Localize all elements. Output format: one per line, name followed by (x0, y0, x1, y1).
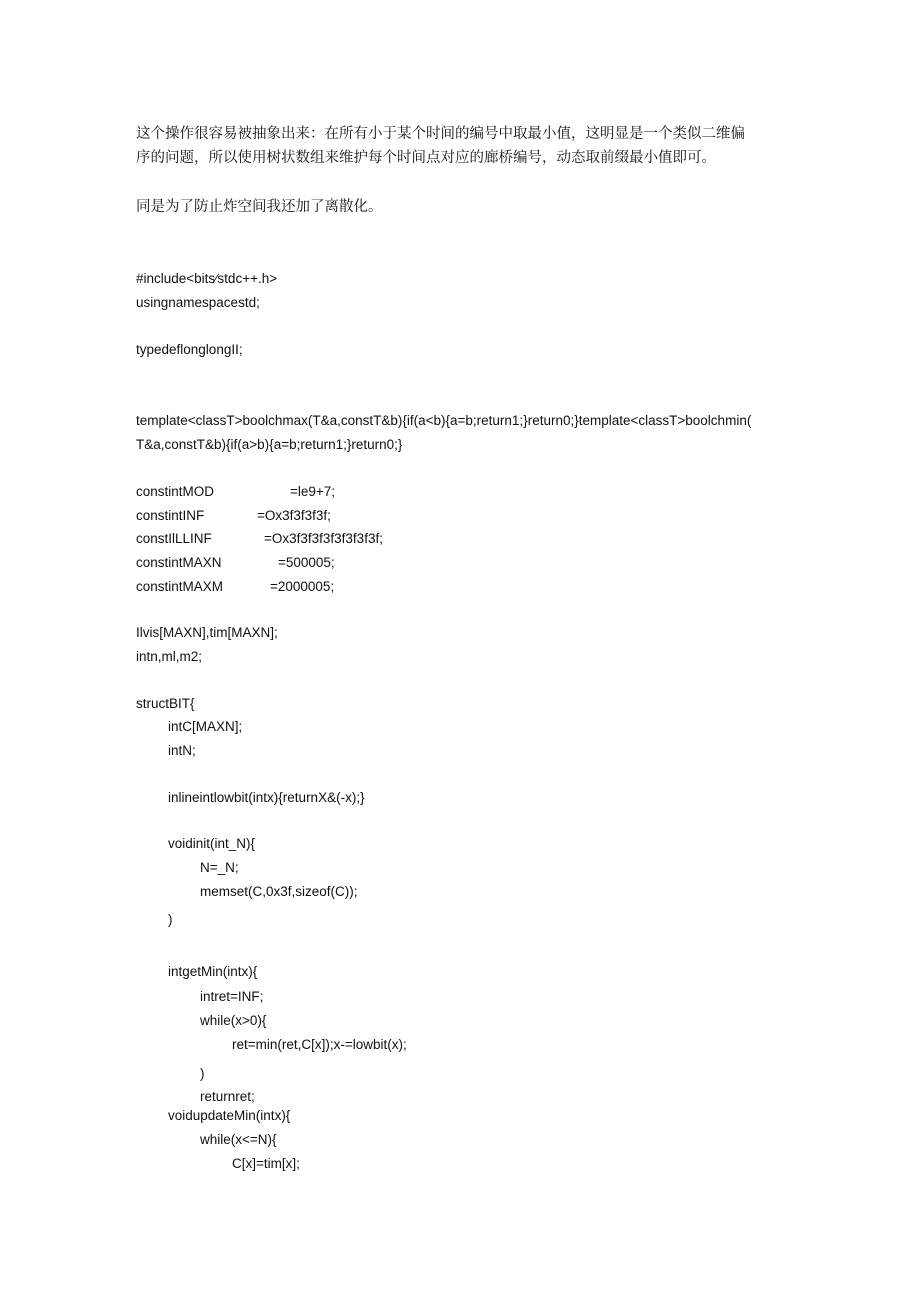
paragraph: 同是为了防止炸空间我还加了离散化。 (136, 199, 383, 215)
code-struct-open: structBIT{ (136, 696, 195, 711)
const-value: =Ox3f3f3f3f; (257, 508, 331, 523)
const-name: constintMAXM (136, 579, 224, 594)
const-value: =2000005; (270, 579, 335, 594)
code-line: returnret; (200, 1089, 255, 1104)
const-value: =500005; (278, 555, 335, 570)
code-close: ) (168, 912, 173, 927)
const-name: constintMOD (136, 484, 215, 499)
const-name: constIlLLINF (136, 531, 212, 546)
paragraph-line: 这个操作很容易被抽象出来：在所有小于某个时间的编号中取最小值，这明显是一个类似二维偏 (136, 126, 745, 142)
code-typedef: typedeflonglongII; (136, 342, 243, 357)
code-vis-decl: Ilvis[MAXN],tim[MAXN]; (136, 625, 278, 640)
code-line: C[x]=tim[x]; (232, 1156, 300, 1171)
const-value: =le9+7; (290, 484, 336, 499)
code-template-line: template<classT>boolchmax(T&a,constT&b){if(a<b){a=b;return1;}return0;}template<classT>boolchmin( (136, 413, 752, 428)
code-using: usingnamespacestd; (136, 295, 260, 310)
code-int-decl: intn,ml,m2; (136, 649, 203, 664)
code-line: while(x<=N){ (200, 1132, 277, 1147)
code-line: while(x>0){ (200, 1013, 267, 1028)
code-close: ) (200, 1066, 205, 1081)
const-value: =Ox3f3f3f3f3f3f3f3f; (264, 531, 383, 546)
const-name: constintINF (136, 508, 205, 523)
paragraph-line: 序的问题，所以使用树状数组来维护每个时间点对应的廊桥编号，动态取前缀最小值即可。 (136, 150, 716, 166)
const-name: constintMAXN (136, 555, 222, 570)
code-member: intN; (168, 743, 196, 758)
code-line: ret=min(ret,C[x]);x-=lowbit(x); (232, 1037, 407, 1052)
code-line: N=_N; (200, 860, 239, 875)
code-template-line: T&a,constT&b){if(a>b){a=b;return1;}return0;} (136, 437, 403, 452)
code-include: #include<bits∕stdc++.h> (136, 271, 278, 286)
code-line: memset(C,0x3f,sizeof(C)); (200, 884, 358, 899)
code-init-signature: voidinit(int_N){ (168, 836, 256, 851)
code-lowbit: inlineintlowbit(intx){returnX&(-x);} (168, 790, 365, 805)
code-getmin-signature: intgetMin(intx){ (168, 964, 258, 979)
code-member: intC[MAXN]; (168, 719, 243, 734)
code-update-signature: voidupdateMin(intx){ (168, 1108, 291, 1123)
code-line: intret=INF; (200, 989, 264, 1004)
